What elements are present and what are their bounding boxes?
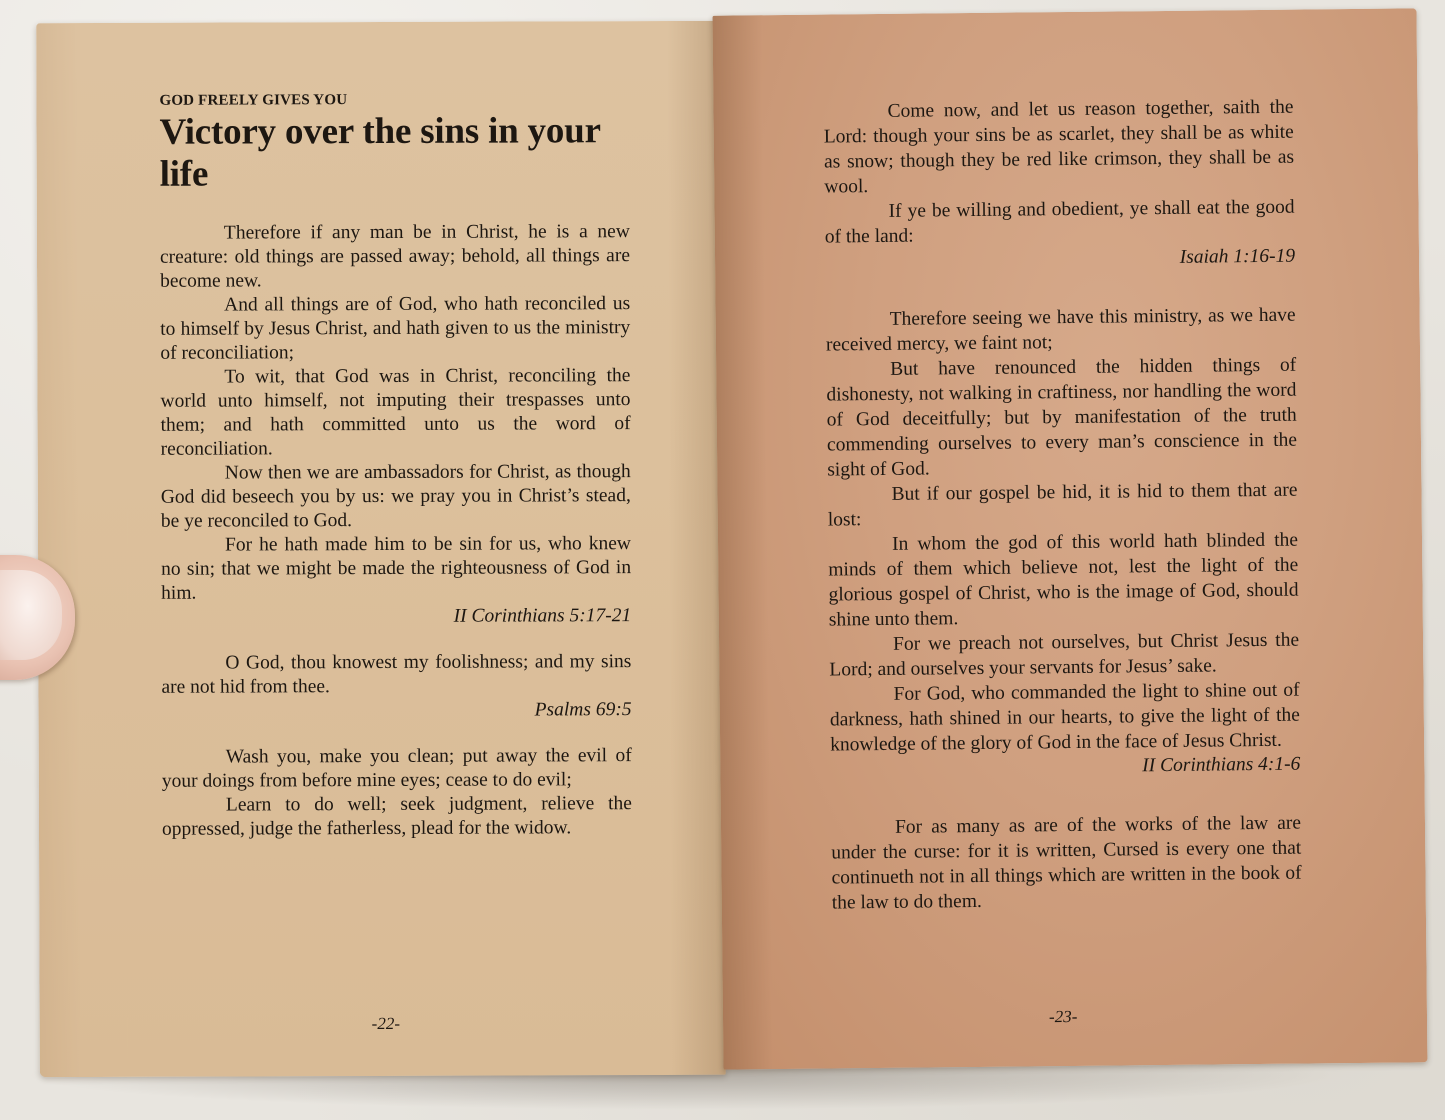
verse: Wash you, make you clean; put away the evil of your doings from before mine eyes; cease to do evil;: [161, 745, 632, 792]
verse: But have renounced the hidden things of dishonesty, not walking in craftiness, nor handling the word of God deceitfully; but by manifestation of the truth commending ourselves to every man’s conscience in the sight of God.: [826, 354, 1298, 481]
right-page: [713, 8, 1428, 1069]
verse: Therefore if any man be in Christ, he is a new creature: old things are passed away; behold, all things are become new.: [159, 221, 631, 292]
verse: For we preach not ourselves, but Christ Jesus the Lord; and ourselves your servants for Jesus’ sake.: [829, 629, 1300, 681]
verse: For God, who commanded the light to shine out of darkness, hath shined in our hearts, to give the light of the knowledge of the glory of God in the face of Jesus Christ.: [829, 679, 1300, 756]
verse: For he hath made him to be sin for us, who knew no sin; that we might be made the righteousness of God in him.: [161, 533, 632, 604]
scripture-reference: II Corinthians 5:17-21: [453, 605, 632, 627]
scripture-reference: II Corinthians 4:1-6: [1142, 753, 1301, 777]
left-page: [36, 21, 726, 1077]
page-number: -23-: [1048, 1006, 1078, 1027]
page-title: Victory over the sins in your life: [159, 110, 601, 195]
left-page-content: [159, 91, 632, 842]
page-number: -22-: [371, 1013, 401, 1034]
verse: But if our gospel be hid, it is hid to them that are lost:: [827, 479, 1298, 531]
verse: In whom the god of this world hath blinded the minds of them which believe not, lest the light of the glorious gospel of Christ, who is the image of God, should shine unto them.: [828, 529, 1299, 631]
scripture-reference: Psalms 69:5: [534, 699, 632, 721]
verse: For as many as are of the works of the law are under the curse: for it is written, Cursed is every one that continueth not in all things which are written in the book of the law to do them.: [831, 812, 1302, 914]
verse: Now then we are ambassadors for Christ, as though God did beseech you by us: we pray you in Christ’s stead, be ye reconciled to God.: [160, 461, 631, 532]
section-kicker: GOD FREELY GIVES YOU: [159, 92, 348, 109]
verse: Come now, and let us reason together, saith the Lord: though your sins be as scarlet, they shall be as white as snow; though they be red like crimson, they shall be as wool.: [823, 96, 1295, 198]
right-page-content: [823, 95, 1302, 916]
verse: O God, thou knowest my foolishness; and my sins are not hid from thee.: [161, 651, 632, 698]
verse: Therefore seeing we have this ministry, as we have received mercy, we faint not;: [825, 304, 1296, 356]
verse: To wit, that God was in Christ, reconciling the world unto himself, not imputing their trespasses unto them; and hath committed unto us the word of reconciliation.: [160, 365, 631, 460]
verse: If ye be willing and obedient, ye shall eat the good of the land:: [824, 196, 1295, 248]
scripture-reference: Isaiah 1:16-19: [1179, 245, 1296, 268]
verse: Learn to do well; seek judgment, relieve the oppressed, judge the fatherless, plead for the widow.: [161, 793, 632, 840]
verse: And all things are of God, who hath reconciled us to himself by Jesus Christ, and hath given to us the ministry of reconciliation;: [160, 293, 631, 364]
